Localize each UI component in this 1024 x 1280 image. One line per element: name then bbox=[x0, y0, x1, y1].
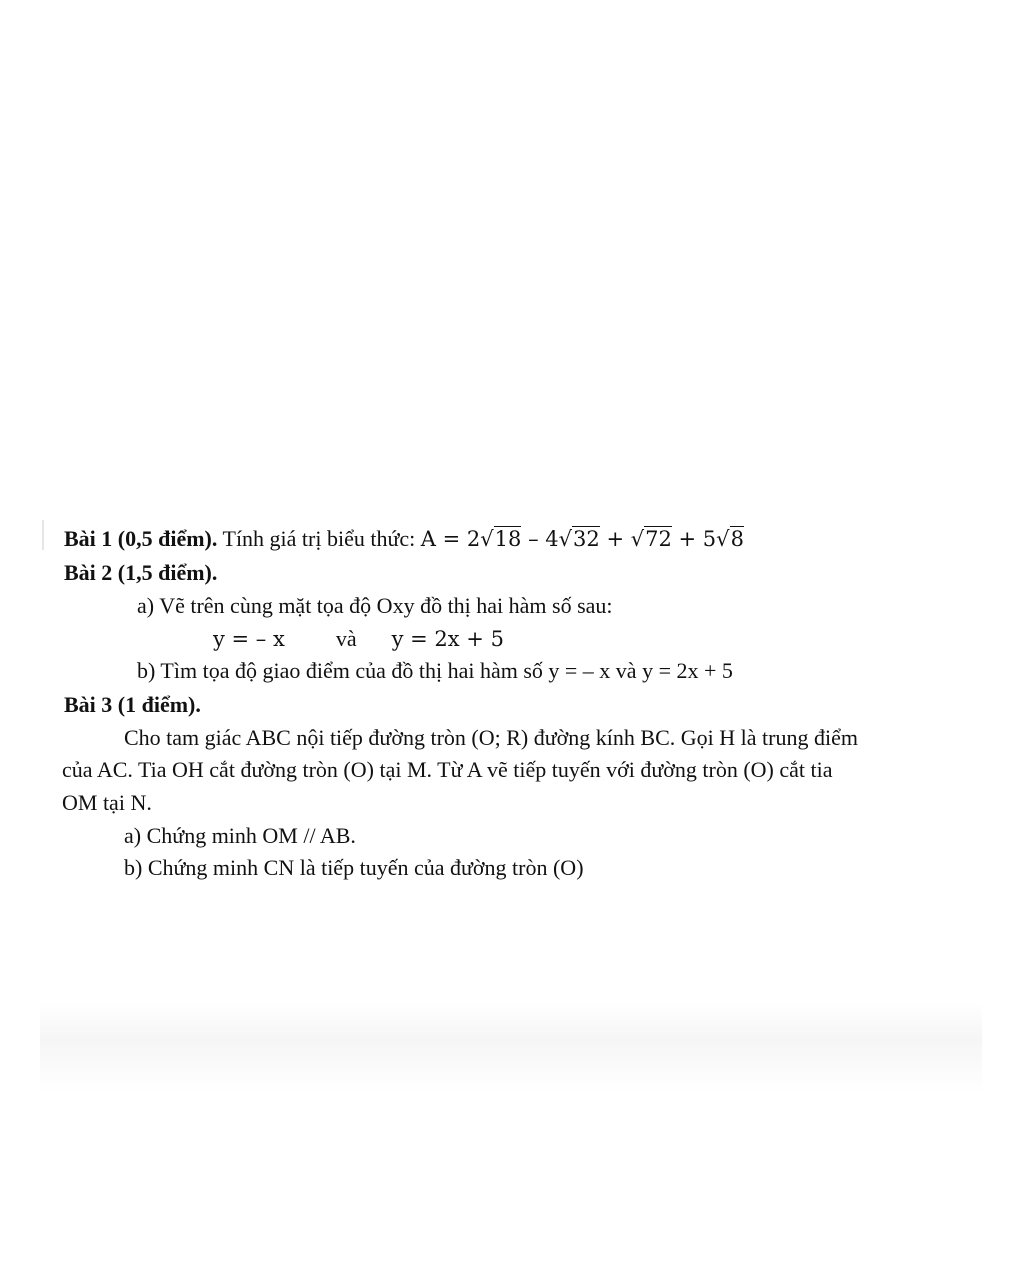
bai3-part-a: a) Chứng minh OM // AB. bbox=[124, 823, 356, 848]
bai3-paragraph-line1: Cho tam giác ABC nội tiếp đường tròn (O; R) đường kính BC. Gọi H là trung điểm bbox=[124, 725, 858, 750]
bai1-heading: Bài 1 (0,5 điểm). bbox=[64, 526, 218, 551]
term4-coef: 5 bbox=[702, 527, 717, 551]
expr-lhs: A = bbox=[420, 527, 467, 551]
sqrt-icon: √ bbox=[558, 527, 573, 551]
bai2-part-a: a) Vẽ trên cùng mặt tọa độ Oxy đồ thị hai hàm số sau: bbox=[137, 593, 613, 618]
bai3-paragraph-line2: của AC. Tia OH cắt đường tròn (O) tại M. Từ A vẽ tiếp tuyến với đường tròn (O) cắt tia bbox=[62, 757, 833, 782]
term3-radicand: 72 bbox=[645, 527, 672, 551]
term1-coef: 2 bbox=[466, 527, 481, 551]
bai3-paragraph-line3: OM tại N. bbox=[62, 790, 152, 815]
bai2-conjunction: và bbox=[335, 626, 357, 651]
bai3-part-b: b) Chứng minh CN là tiếp tuyến của đường tròn (O) bbox=[124, 855, 584, 880]
term1-radicand: 18 bbox=[494, 527, 522, 551]
sqrt-icon: √ bbox=[480, 527, 494, 551]
bai1-line bbox=[64, 523, 744, 555]
bai2-part-b: b) Tìm tọa độ giao điểm của đồ thị hai hàm số y = – x và y = 2x + 5 bbox=[137, 658, 733, 683]
sqrt-icon: √ bbox=[630, 527, 645, 551]
expr-op1: – bbox=[521, 527, 546, 551]
scan-shadow bbox=[40, 1003, 982, 1093]
bai2-equations bbox=[213, 623, 504, 655]
term2-coef: 4 bbox=[545, 527, 559, 551]
expr-op3: + bbox=[671, 527, 703, 551]
bai2-eq1: y = – x bbox=[213, 627, 285, 651]
term2-radicand: 32 bbox=[573, 527, 600, 551]
bai3-heading: Bài 3 (1 điểm). bbox=[64, 692, 201, 717]
bai2-eq2: y = 2x + 5 bbox=[391, 627, 504, 651]
bai2-heading: Bài 2 (1,5 điểm). bbox=[64, 560, 218, 585]
sqrt-icon: √ bbox=[716, 527, 730, 551]
bai1-expression bbox=[421, 526, 744, 551]
scan-edge-mark bbox=[42, 520, 44, 550]
term4-radicand: 8 bbox=[730, 527, 744, 551]
bai1-text: Tính giá trị biểu thức: bbox=[222, 526, 416, 551]
expr-op2: + bbox=[599, 527, 631, 551]
